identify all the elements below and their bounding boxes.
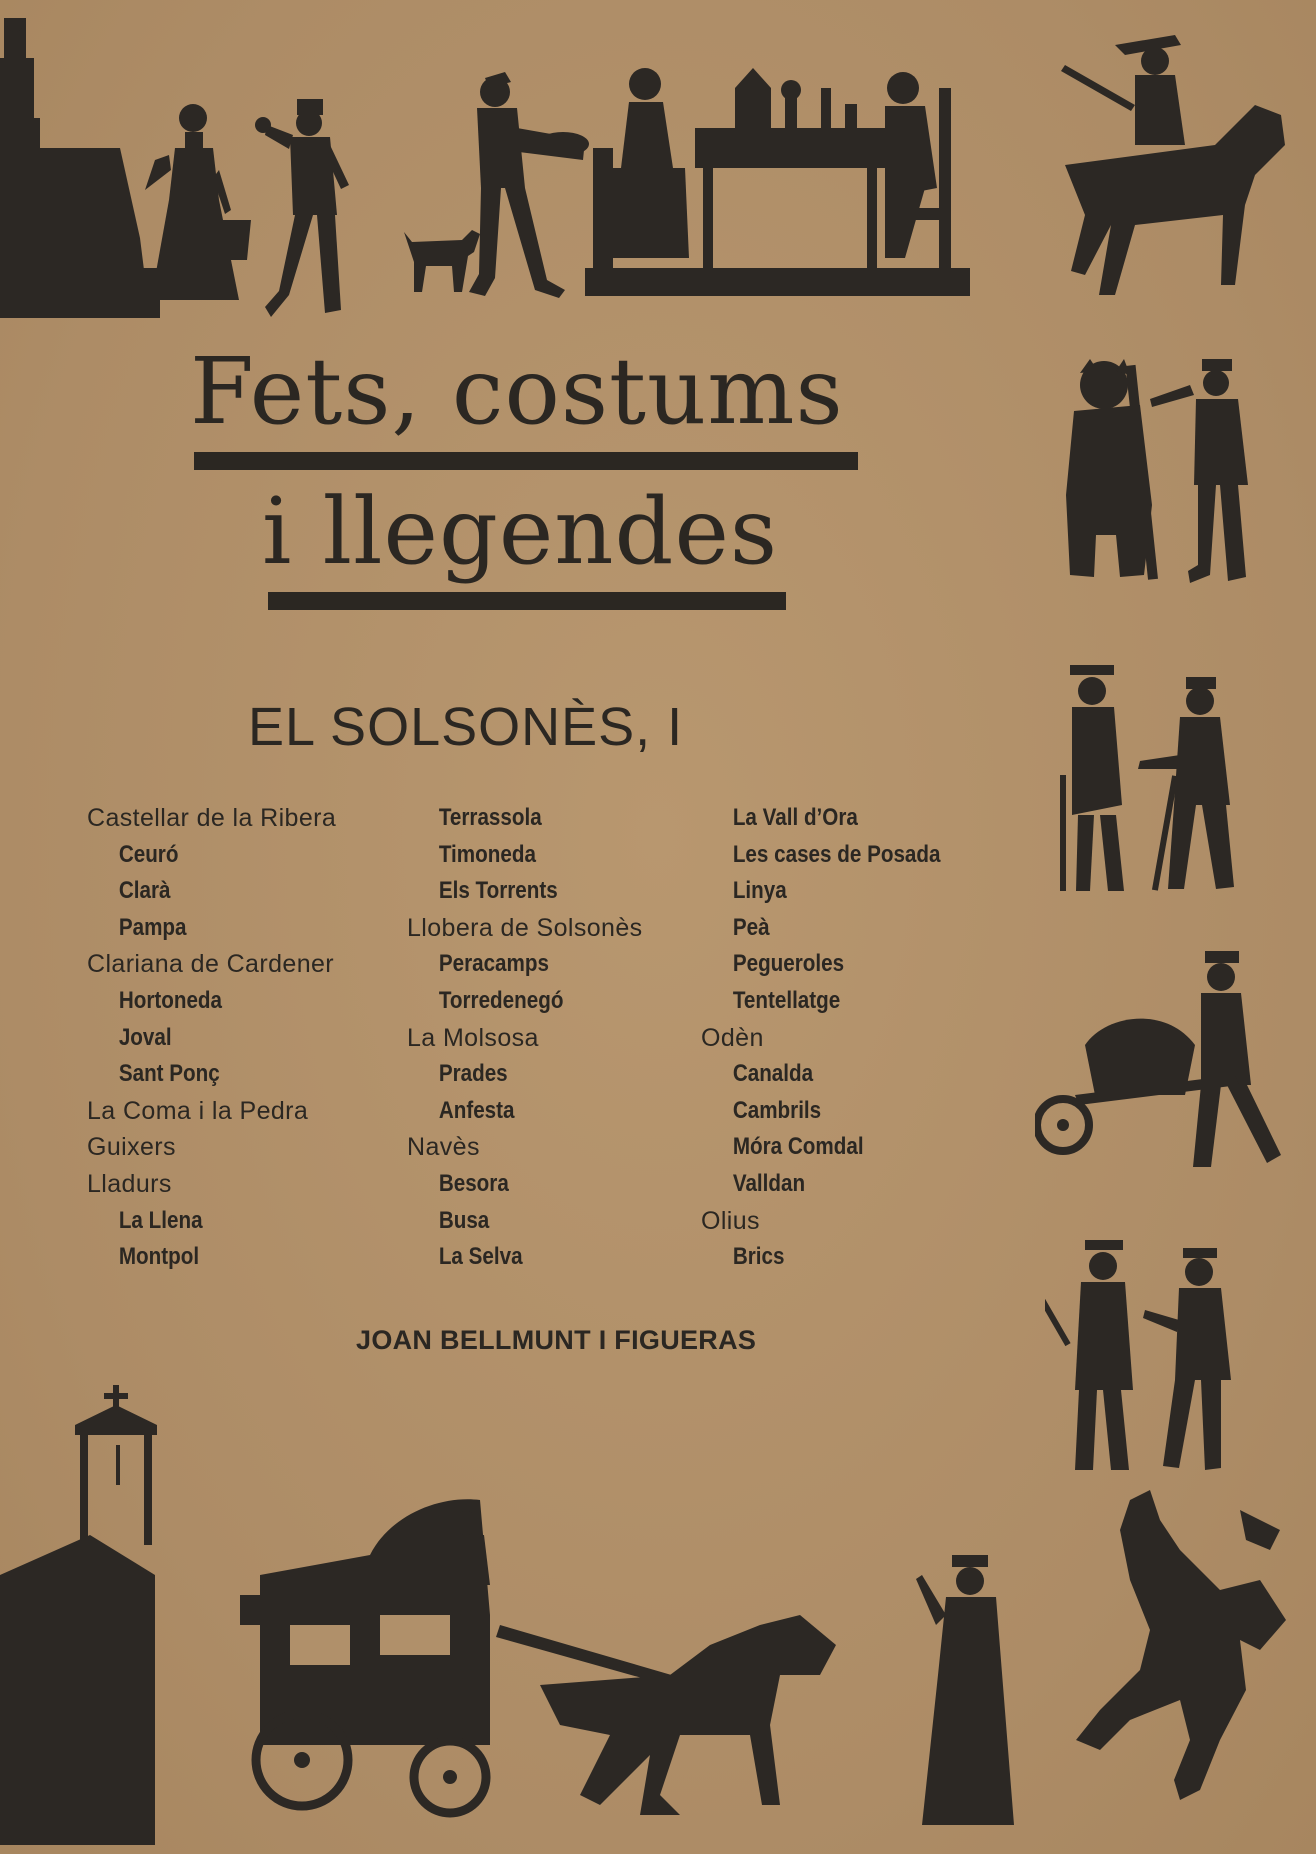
sub-place-name: Hortoneda — [118, 986, 223, 1014]
sub-place-name: Les cases de Posada — [732, 840, 941, 868]
title-line-1: Fets, costums — [190, 338, 844, 445]
sub-place-name: Peà — [732, 913, 770, 941]
sub-place-name: Clarà — [118, 877, 171, 905]
sub-place-name: Sant Ponç — [118, 1060, 220, 1088]
places-column-1 — [87, 800, 336, 1276]
place-name: Lladurs — [87, 1169, 172, 1198]
sub-place-name: Cambrils — [732, 1096, 822, 1124]
sub-place-name: La Vall d’Ora — [732, 804, 858, 831]
place-name: Odèn — [701, 1023, 764, 1052]
man-gesturing-silhouette — [245, 95, 365, 320]
priest-silhouette — [910, 1555, 1020, 1830]
place-name: Navès — [407, 1133, 480, 1162]
sub-place-name: Valldan — [732, 1169, 806, 1197]
author-name: JOAN BELLMUNT I FIGUERAS — [356, 1325, 757, 1355]
places-column-2 — [407, 800, 643, 1276]
sub-place-name: Anfesta — [438, 1096, 515, 1124]
places-column-3 — [701, 800, 979, 1276]
devil-silhouette — [1070, 1490, 1290, 1810]
place-name: La Molsosa — [407, 1023, 539, 1052]
title-underline-1 — [194, 452, 858, 470]
subtitle: EL SOLSONÈS, I — [248, 697, 684, 757]
stagecoach-silhouette — [240, 1495, 840, 1825]
sub-place-name: Canalda — [732, 1060, 814, 1088]
place-name: Clariana de Cardener — [87, 950, 335, 979]
couple-at-table-silhouette — [585, 58, 970, 298]
title-line-2: i llegendes — [262, 478, 779, 585]
servant-with-tray-silhouette — [455, 68, 590, 298]
place-name: Llobera de Solsonès — [407, 913, 643, 942]
two-gentlemen-silhouette — [1050, 665, 1250, 895]
sub-place-name: Terrassola — [438, 804, 542, 831]
two-travelers-silhouette — [1045, 1240, 1255, 1475]
horse-rider-silhouette — [1055, 35, 1290, 315]
chapel-silhouette — [0, 1385, 160, 1845]
woman-with-basket-silhouette — [135, 100, 255, 310]
place-name: Castellar de la Ribera — [87, 804, 337, 832]
sub-place-name: La Llena — [118, 1206, 203, 1234]
sub-place-name: Ceuró — [118, 840, 179, 868]
sub-place-name: Móra Comdal — [732, 1133, 864, 1161]
sub-place-name: Linya — [732, 877, 787, 905]
title-underline-2 — [268, 592, 786, 610]
sub-place-name: Montpol — [118, 1243, 200, 1271]
sub-place-name: Torredenegó — [438, 986, 564, 1014]
sub-place-name: Prades — [438, 1060, 508, 1088]
bear-and-trainer-silhouette — [1060, 355, 1270, 590]
sub-place-name: Timoneda — [438, 840, 536, 868]
sub-place-name: Besora — [438, 1169, 509, 1197]
sub-place-name: La Selva — [438, 1243, 523, 1271]
sub-place-name: Busa — [438, 1206, 490, 1234]
sub-place-name: Els Torrents — [438, 877, 558, 905]
sub-place-name: Pegueroles — [732, 950, 845, 978]
place-name: Olius — [701, 1206, 760, 1235]
place-name: La Coma i la Pedra — [87, 1096, 309, 1125]
sub-place-name: Brics — [732, 1243, 785, 1271]
sub-place-name: Pampa — [118, 913, 187, 941]
sub-place-name: Joval — [118, 1023, 172, 1051]
sub-place-name: Tentellatge — [732, 986, 841, 1014]
wheelbarrow-man-silhouette — [1035, 945, 1290, 1170]
sub-place-name: Peracamps — [438, 950, 549, 978]
place-name: Guixers — [87, 1133, 176, 1162]
